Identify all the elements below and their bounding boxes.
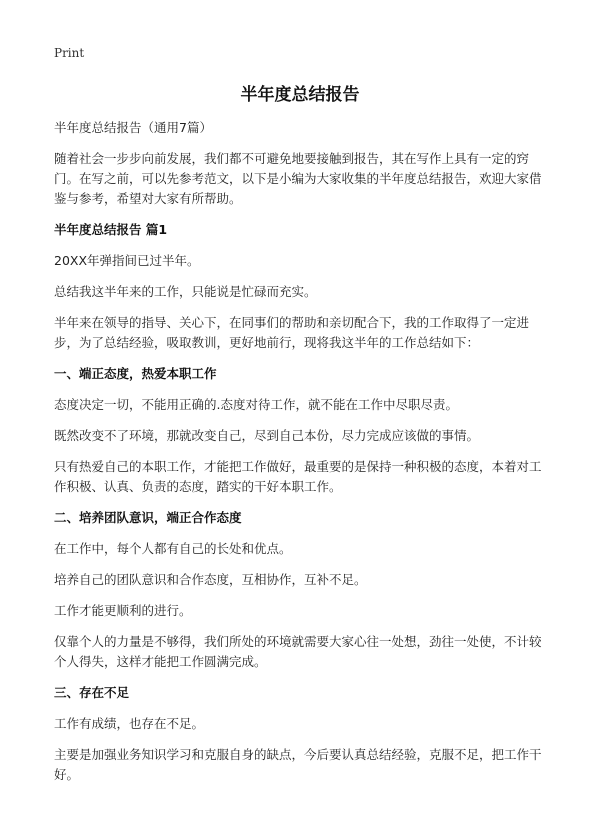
paragraph: 工作才能更顺利的进行。 — [54, 603, 192, 618]
intro-paragraph: 随着社会一步步向前发展，我们都不可避免地要接触到报告，其在写作上具有一定的窍门。在写之前，可以先参考范文，以下是小编为大家收集的半年度总结报告，欢迎大家借鉴与参考，希望对大家有所帮助。 — [54, 151, 542, 206]
section-heading-teamwork: 二、培养团队意识，端正合作态度 — [54, 510, 242, 525]
paragraph: 仅靠个人的力量是不够得，我们所处的环境就需要大家心往一处想，劲往一处使，不计较个人得失，这样才能把工作圆满完成。 — [54, 634, 542, 669]
section-heading-part1: 半年度总结报告 篇1 — [54, 222, 168, 237]
paragraph: 主要是加强业务知识学习和克服自身的缺点，今后要认真总结经验，克服不足，把工作干好。 — [54, 747, 542, 782]
paragraph: 半年来在领导的指导、关心下，在同事们的帮助和亲切配合下，我的工作取得了一定进步，为了总结经验，吸取教训，更好地前行，现将我这半年的工作总结如下： — [54, 315, 530, 350]
paragraph: 工作有成绩，也存在不足。 — [54, 716, 205, 731]
article-body — [54, 118, 548, 796]
paragraph: 态度决定一切，不能用正确的.态度对待工作，就不能在工作中尽职尽责。 — [54, 397, 458, 412]
article-subtitle: 半年度总结报告（通用7篇） — [54, 120, 212, 135]
paragraph: 总结我这半年来的工作，只能说是忙碌而充实。 — [54, 284, 317, 299]
print-link[interactable]: Print — [54, 46, 85, 60]
paragraph: 只有热爱自己的本职工作，才能把工作做好，最重要的是保持一种积极的态度，本着对工作积极、认真、负责的态度，踏实的干好本职工作。 — [54, 459, 542, 494]
page-title: 半年度总结报告 — [240, 85, 360, 105]
paragraph: 在工作中，每个人都有自己的长处和优点。 — [54, 541, 292, 556]
section-heading-shortcomings: 三、存在不足 — [54, 685, 130, 700]
paragraph: 既然改变不了环境，那就改变自己，尽到自己本份，尽力完成应该做的事情。 — [54, 428, 480, 443]
section-heading-attitude: 一、端正态度，热爱本职工作 — [54, 366, 217, 381]
paragraph: 20XX年弹指间已过半年。 — [54, 253, 200, 268]
paragraph: 培养自己的团队意识和合作态度，互相协作，互补不足。 — [54, 572, 367, 587]
